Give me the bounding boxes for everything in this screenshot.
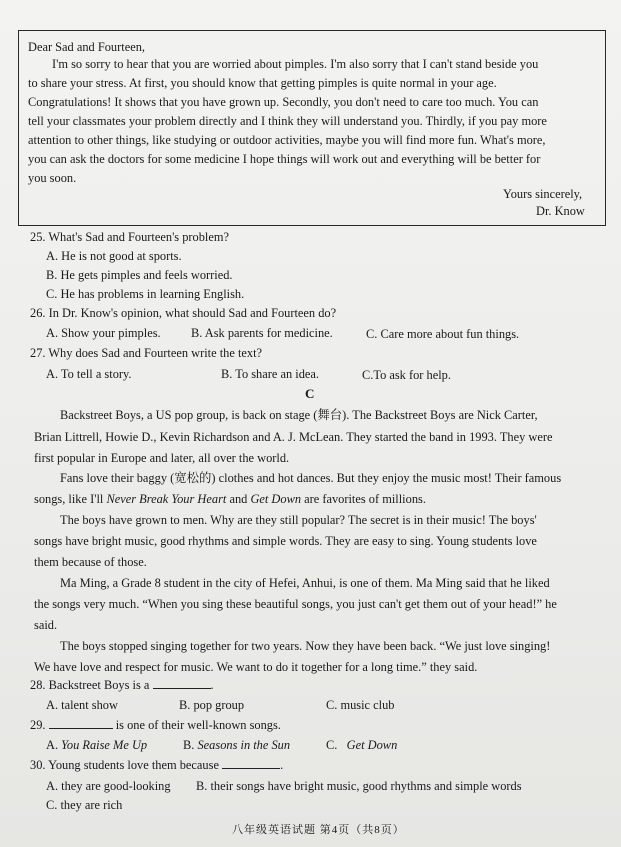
question-option (326, 737, 397, 753)
answer-blank (153, 677, 211, 689)
song-title: Get Down (250, 492, 302, 506)
question-stem (30, 677, 214, 693)
question-option (46, 737, 147, 753)
option-letter: B. (183, 738, 195, 752)
song-title: Never Break Your Heart (106, 492, 227, 506)
passage-line: The boys stopped singing together for two years. Now they have been back. “We just love singing! (60, 639, 551, 653)
letter-line: attention to other things, like studying or outdoor activities, maybe you will find more fun. What's more, (28, 133, 546, 147)
passage-line: Fans love their baggy (宽松的) clothes and hot dances. But they enjoy the music most! Their famous (60, 471, 562, 485)
question-option: C. Care more about fun things. (366, 327, 520, 341)
question-stem-text: . (280, 758, 284, 772)
question-option: B. To share an idea. (221, 367, 319, 381)
letter-closing: Yours sincerely, (503, 187, 583, 201)
letter-line: to share your stress. At first, you should know that getting pimples is quite normal in your age. (28, 76, 497, 90)
passage-line: Ma Ming, a Grade 8 student in the city of Hefei, Anhui, is one of them. Ma Ming said that he liked (60, 576, 550, 590)
answer-blank (49, 717, 113, 729)
section-heading: C (305, 386, 315, 401)
letter-line: Congratulations! It shows that you have grown up. Secondly, you don't need to care too much. You can (28, 95, 539, 109)
question-stem-text: is one of their well-known songs. (115, 718, 281, 732)
question-stem-text: 28. Backstreet Boys is a (30, 678, 150, 692)
question-stem-text: . (210, 678, 214, 692)
passage-line: Brian Littrell, Howie D., Kevin Richardson and A. J. McLean. They started the band in 1993. They were (34, 430, 553, 444)
passage-line: We have love and respect for music. We want to do it together for a long time.” they said. (34, 660, 478, 674)
question-option: C. He has problems in learning English. (46, 287, 245, 301)
question-stem: 25. What's Sad and Fourteen's problem? (30, 230, 230, 244)
answer-blank (222, 757, 280, 769)
passage-text: are favorites of millions. (301, 492, 426, 506)
passage-line: Backstreet Boys, a US pop group, is back on stage (舞台). The Backstreet Boys are Nick Carter, (60, 408, 538, 422)
question-option: B. pop group (179, 698, 245, 712)
question-option: C. music club (326, 698, 395, 712)
option-letter: A. (46, 738, 59, 752)
question-option (183, 737, 290, 753)
letter-line: tell your classmates your problem directly and I think they will understand you. Thirdly, if you pay more (28, 114, 547, 128)
passage-text: and (226, 492, 251, 506)
passage-line: said. (34, 618, 58, 632)
letter-line: I'm so sorry to hear that you are worried about pimples. I'm also sorry that I can't stand beside you (52, 57, 539, 71)
question-stem-text: 29. (30, 718, 46, 732)
question-option: A. they are good-looking (46, 779, 171, 793)
letter-line: you can ask the doctors for some medicine I hope things will work out and everything will be better for (28, 152, 541, 166)
letter-salutation: Dear Sad and Fourteen, (28, 40, 145, 54)
question-stem (30, 717, 281, 733)
question-option: B. Ask parents for medicine. (191, 326, 333, 340)
option-song: Get Down (346, 738, 398, 752)
question-option: C.To ask for help. (362, 368, 451, 382)
question-option: B. He gets pimples and feels worried. (46, 268, 233, 282)
question-stem (30, 757, 283, 773)
passage-line: the songs very much. “When you sing these beautiful songs, you just can't get them out of your head!” he (34, 597, 557, 611)
question-option: A. talent show (46, 698, 118, 712)
question-stem: 27. Why does Sad and Fourteen write the text? (30, 346, 263, 360)
letter-signature: Dr. Know (536, 204, 585, 218)
question-stem-text: 30. Young students love them because (30, 758, 219, 772)
question-option: B. their songs have bright music, good rhythms and simple words (196, 779, 522, 793)
passage-line (34, 491, 426, 507)
question-option: A. He is not good at sports. (46, 249, 182, 263)
page-footer: 八年级英语试题 第4页（共8页） (232, 824, 405, 836)
passage-line: songs have bright music, good rhythms and simple words. They are easy to sing. Young students love (34, 534, 537, 548)
letter-line: you soon. (28, 171, 77, 185)
option-song: Seasons in the Sun (197, 738, 291, 752)
passage-text: songs, like I'll (34, 492, 107, 506)
question-stem: 26. In Dr. Know's opinion, what should Sad and Fourteen do? (30, 306, 337, 320)
passage-line: The boys have grown to men. Why are they still popular? The secret is in their music! The boys' (60, 513, 537, 527)
question-option: C. they are rich (46, 798, 123, 812)
question-option: A. Show your pimples. (46, 326, 161, 340)
passage-line: first popular in Europe and later, all over the world. (34, 451, 290, 465)
option-song: You Raise Me Up (61, 738, 148, 752)
question-option: A. To tell a story. (46, 367, 132, 381)
option-letter: C. (326, 738, 338, 752)
passage-line: them because of those. (34, 555, 147, 569)
